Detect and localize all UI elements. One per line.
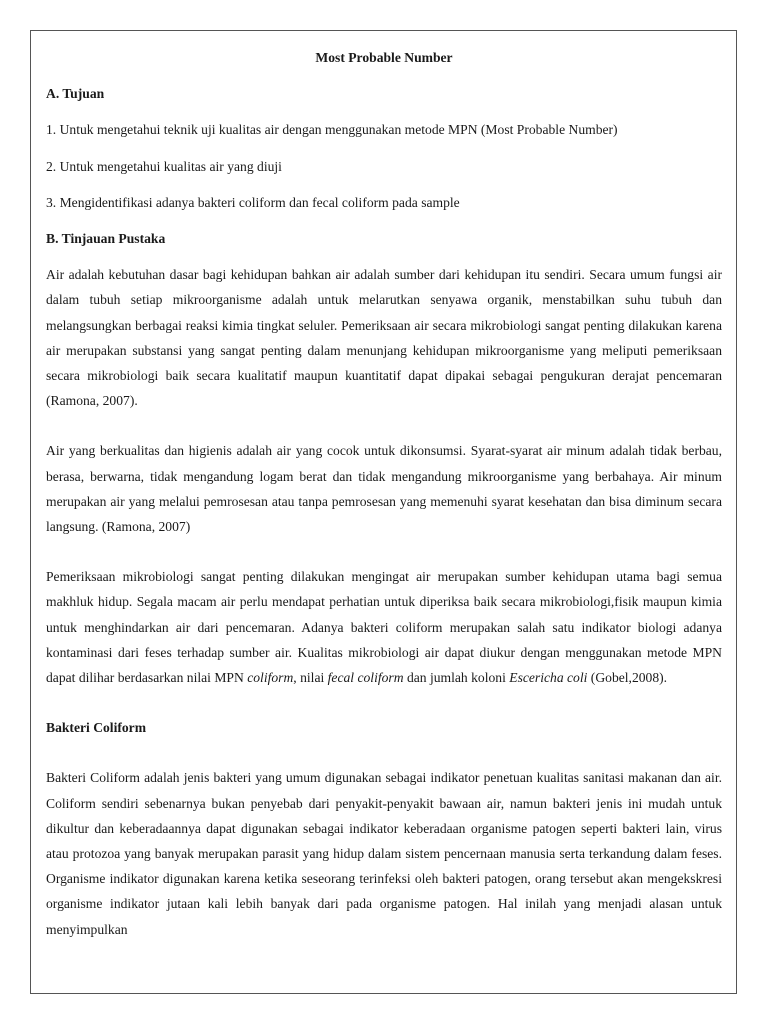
literature-paragraph-3: [46, 564, 722, 690]
literature-paragraph-1: Air adalah kebutuhan dasar bagi kehidupan bahkan air adalah sumber dari kehidupan itu sendiri. Secara umum fungsi air dalam tubuh setiap mikroorganisme adalah untuk melarutkan senyawa organik, menstabilkan suhu tubuh dan melangsungkan berbagai reaksi kimia tingkat seluler. Pemeriksaan air secara mikrobiologi sangat penting dilakukan karena air merupakan substansi yang sangat penting dalam menunjang kehidupan mikroorganisme yang meliputi pemeriksaan secara mikrobiologi baik secara kualitatif maupun kuantitatif dapat dipakai sebagai pengukuran derajat pencemaran (Ramona, 2007).: [46, 267, 722, 409]
paragraph-3-text-3: dan jumlah koloni: [403, 670, 510, 686]
paragraph-3-italic-fecal-coliform: fecal coliform: [327, 670, 404, 686]
literature-paragraph-2: Air yang berkualitas dan higienis adalah air yang cocok untuk dikonsumsi. Syarat-syarat air minum adalah tidak berbau, berasa, berwarna, tidak mengandung logam berat dan tidak mengandung mikroorganisme yang berbahaya. Air minum merupakan air yang melalui pemrosesan atau tanpa pemrosesan yang memenuhi syarat kesehatan dan bisa diminum secara langsung. (Ramona, 2007): [46, 443, 722, 535]
document-page: [30, 30, 737, 994]
paragraph-3-italic-ecoli: Escericha coli: [509, 670, 588, 686]
objective-item-3: 3. Mengidentifikasi adanya bakteri coliform dan fecal coliform pada sample: [46, 194, 460, 210]
section-a-heading: A. Tujuan: [46, 86, 105, 102]
paragraph-3-text-4: (Gobel,2008).: [587, 670, 668, 686]
paragraph-3-italic-coliform: coliform: [247, 670, 294, 686]
coliform-paragraph-1: Bakteri Coliform adalah jenis bakteri yang umum digunakan sebagai indikator penetuan kualitas sanitasi makanan dan air. Coliform sendiri sebenarnya bukan penyebab dari penyakit-penyakit bawaan air, namun bakteri jenis ini mudah untuk dikultur dan keberadaannya dapat digunakan sebagai indikator keberadaan organisme patogen seperti bakteri lain, virus atau protozoa yang banyak merupakan parasit yang hidup dalam sistem pencernaan manusia serta terkandung dalam feses. Organisme indikator digunakan karena ketika seseorang terinfeksi oleh bakteri patogen, orang tersebut akan mengekskresi organisme indikator jutaan kali lebih banyak dari pada organisme patogen. Hal inilah yang menjadi alasan untuk menyimpulkan: [46, 770, 722, 937]
document-title: Most Probable Number: [315, 50, 453, 65]
objective-item-2: 2. Untuk mengetahui kualitas air yang diuji: [46, 158, 282, 174]
paragraph-3-text-main: Pemeriksaan mikrobiologi sangat penting dilakukan mengingat air merupakan sumber kehidupan utama bagi semua makhluk hidup. Segala macam air perlu mendapat perhatian untuk diperiksa baik secara mikrobiologi,fisik maupun kimia untuk menghindarkan air dari pencemaran. Adanya bakteri coliform merupakan salah satu indikator biologi adanya kontaminasi dari feses terhadap sumber air. Kualitas mikrobiologi air dapat diukur dengan menggunakan metode MPN dapat dilihar berdasarkan nilai MPN: [46, 569, 722, 686]
section-b-heading: B. Tinjauan Pustaka: [46, 231, 166, 247]
document-content: [31, 31, 736, 942]
objective-item-1: 1. Untuk mengetahui teknik uji kualitas air dengan menggunakan metode MPN (Most Probable Number): [46, 122, 618, 138]
paragraph-3-text-2: , nilai: [293, 670, 328, 686]
section-coliform-heading: Bakteri Coliform: [46, 720, 147, 736]
